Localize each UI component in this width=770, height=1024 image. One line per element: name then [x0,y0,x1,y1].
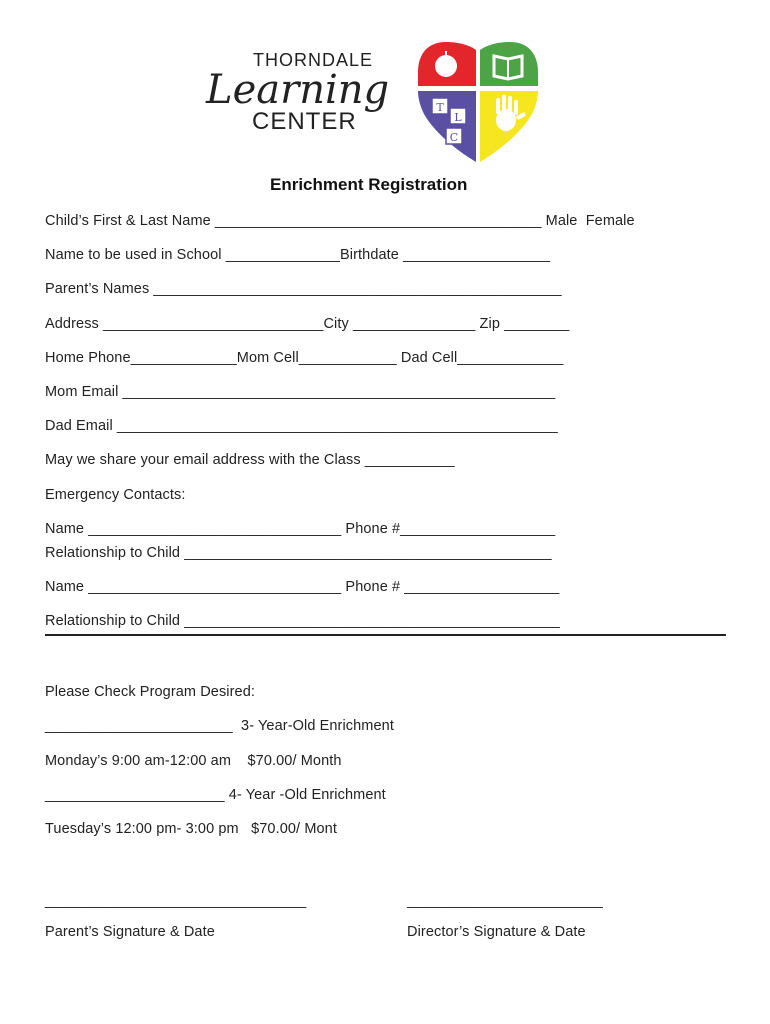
program-option-3yr[interactable]: _______________________ 3- Year-Old Enrichment [45,718,394,734]
program-option-3yr-schedule: Monday’s 9:00 am-12:00 am $70.00/ Month [45,753,342,769]
form-title: Enrichment Registration [270,175,468,194]
dad-email-field[interactable]: Dad Email ______________________________________________________ [45,418,558,434]
director-signature-label: Director’s Signature & Date [407,924,586,940]
logo-thorndale-text: THORNDALE [253,50,374,70]
emergency-name-2-field[interactable]: Name _______________________________ Phone # ___________________ [45,579,560,595]
emergency-relationship-2-field[interactable]: Relationship to Child ______________________________________________ [45,613,560,629]
school-name-field[interactable]: Name to be used in School ______________Birthdate __________________ [45,247,551,263]
section-divider [45,634,726,636]
parent-signature-label: Parent’s Signature & Date [45,924,215,940]
parent-signature-line[interactable]: ________________________________ [45,893,307,909]
mom-email-field[interactable]: Mom Email _____________________________________________________ [45,384,556,400]
logo-center-text: CENTER [252,108,357,135]
logo-heart-icon [416,42,540,164]
director-signature-line[interactable]: ________________________ [407,893,603,909]
apple-icon [435,55,457,77]
emergency-relationship-1-field[interactable]: Relationship to Child _____________________________________________ [45,545,552,561]
heart-letter-l: L [454,111,462,124]
heart-letter-c: C [449,131,459,144]
program-option-4yr-schedule: Tuesday’s 12:00 pm- 3:00 pm $70.00/ Mont [45,821,337,837]
child-name-field[interactable]: Child’s First & Last Name ________________________________________ Male Female [45,213,635,229]
heart-letter-t: T [436,101,444,114]
phones-field[interactable]: Home Phone_____________Mom Cell____________ Dad Cell_____________ [45,350,564,366]
emergency-contacts-heading: Emergency Contacts: [45,487,186,503]
program-heading: Please Check Program Desired: [45,684,256,700]
parents-names-field[interactable]: Parent’s Names __________________________________________________ [45,281,562,297]
share-email-field[interactable]: May we share your email address with the Class ___________ [45,452,455,468]
logo-learning-text: Learning [206,67,390,113]
address-field[interactable]: Address ___________________________City _______________ Zip ________ [45,316,570,332]
emergency-name-1-field[interactable]: Name _______________________________ Phone #___________________ [45,521,556,537]
program-option-4yr[interactable]: ______________________ 4- Year -Old Enrichment [45,787,386,803]
